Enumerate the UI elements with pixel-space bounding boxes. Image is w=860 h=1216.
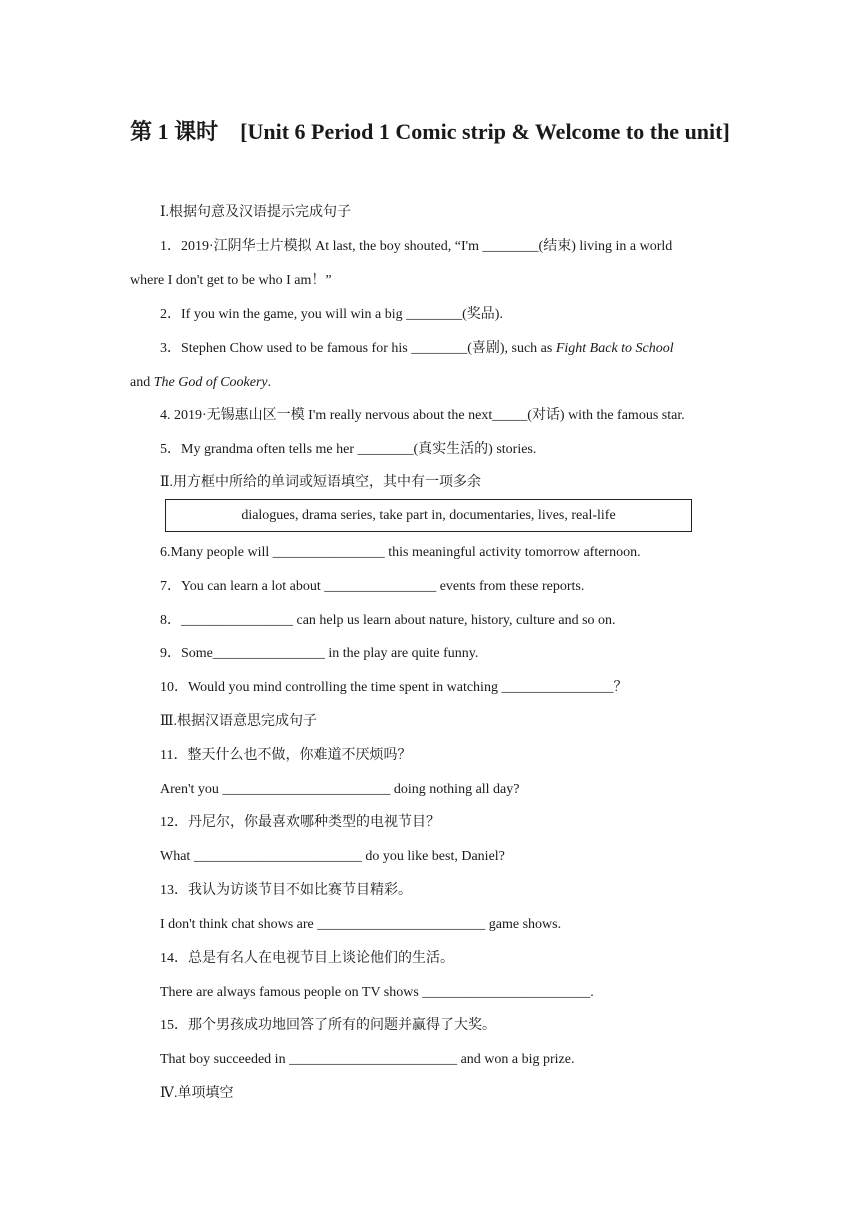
question-3-text: 3．Stephen Chow used to be famous for his ________(喜剧), such as	[160, 341, 556, 356]
question-15-chinese: 15．那个男孩成功地回答了所有的问题并赢得了大奖。	[160, 1018, 496, 1033]
question-3-connector: and	[130, 375, 154, 390]
question-3-film-title-2: The God of Cookery	[153, 375, 268, 390]
question-12-chinese: 12．丹尼尔，你最喜欢哪种类型的电视节目？	[160, 815, 440, 830]
question-3-line-1	[160, 339, 674, 359]
question-3-line-2	[130, 373, 271, 393]
question-11-chinese: 11．整天什么也不做，你难道不厌烦吗？	[160, 748, 412, 763]
question-2: 2．If you win the game, you will win a big ________(奖品).	[160, 307, 503, 322]
question-12-english: What ________________________ do you like best, Daniel?	[160, 849, 505, 864]
question-14-chinese: 14．总是有名人在电视节目上谈论他们的生活。	[160, 951, 454, 966]
section-2-heading: Ⅱ.用方框中所给的单词或短语填空，其中有一项多余	[160, 475, 482, 490]
question-7: 7．You can learn a lot about ________________ events from these reports.	[160, 579, 585, 594]
question-3-end: .	[267, 375, 272, 390]
question-9: 9．Some________________ in the play are quite funny.	[160, 646, 479, 661]
page-title: 第 1 课时 [Unit 6 Period 1 Comic strip & Welcome to the unit]	[130, 119, 730, 144]
section-4-heading: Ⅳ.单项填空	[160, 1086, 234, 1101]
question-10: 10．Would you mind controlling the time spent in watching ________________？	[160, 680, 628, 695]
section-3-heading: Ⅲ.根据汉语意思完成句子	[160, 714, 318, 729]
question-15-english: That boy succeeded in ________________________ and won a big prize.	[160, 1052, 575, 1067]
question-6: 6.Many people will ________________ this meaningful activity tomorrow afternoon.	[160, 545, 641, 560]
question-1-line-1: 1．2019·江阴华士片模拟 At last, the boy shouted, “I'm ________(结束) living in a world	[160, 239, 673, 254]
question-4: 4. 2019·无锡惠山区一模 I'm really nervous about the next_____(对话) with the famous star.	[160, 408, 685, 423]
question-8: 8．________________ can help us learn about nature, history, culture and so on.	[160, 613, 616, 628]
question-1-line-2: where I don't get to be who I am！”	[130, 273, 332, 288]
question-14-english: There are always famous people on TV shows ________________________.	[160, 985, 594, 1000]
question-11-english: Aren't you ________________________ doing nothing all day?	[160, 782, 520, 797]
section-1-heading: Ⅰ.根据句意及汉语提示完成句子	[160, 205, 352, 220]
question-13-english: I don't think chat shows are ________________________ game shows.	[160, 917, 562, 932]
word-box-text: dialogues, drama series, take part in, documentaries, lives, real-life	[241, 507, 616, 523]
word-box	[165, 499, 692, 532]
question-3-film-title-1: Fight Back to School	[555, 341, 674, 356]
question-5: 5．My grandma often tells me her ________(真实生活的) stories.	[160, 442, 537, 457]
question-13-chinese: 13．我认为访谈节目不如比赛节目精彩。	[160, 883, 412, 898]
